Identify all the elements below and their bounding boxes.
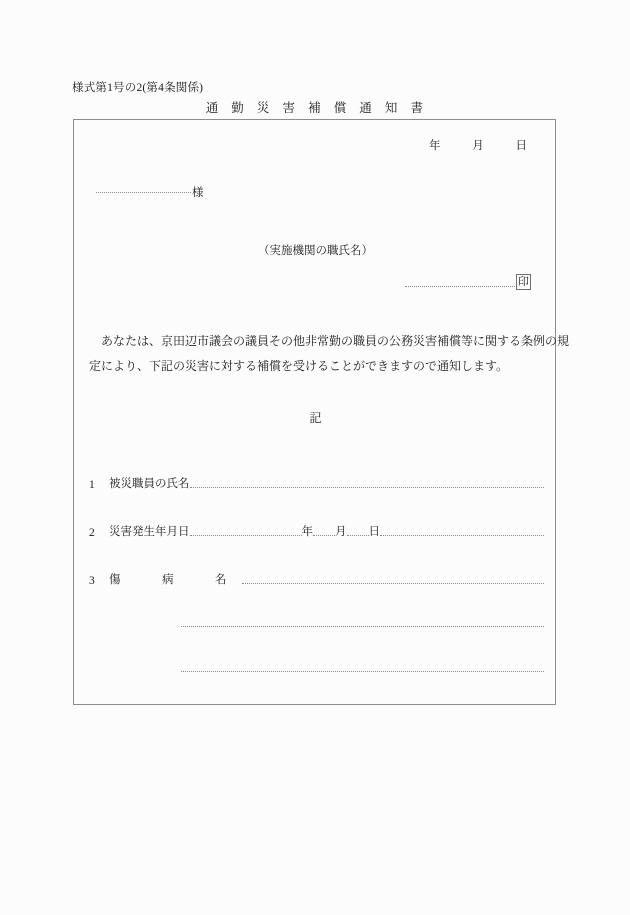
date-day-label: 日 bbox=[515, 140, 527, 152]
entry-1-number: 1 bbox=[89, 479, 95, 491]
date-month-label: 月 bbox=[472, 140, 484, 152]
seal-stamp-box[interactable]: 印 bbox=[518, 276, 529, 288]
continuation-fill-rule-2[interactable] bbox=[181, 671, 544, 672]
body-line-1: あなたは、京田辺市議会の議員その他非常勤の職員の公務災害補償等に関する条例の規 bbox=[101, 334, 570, 348]
form-number: 様式第1号の2(第4条関係) bbox=[72, 82, 204, 94]
date-year-label: 年 bbox=[429, 140, 441, 152]
entry-2-label: 災害発生年月日 bbox=[109, 526, 190, 538]
ki-marker: 記 bbox=[309, 411, 322, 425]
issue-date-line bbox=[429, 137, 527, 153]
entry-2-day-label: 日 bbox=[368, 526, 380, 538]
entry-2-year-fill-rule[interactable] bbox=[190, 535, 302, 536]
addressee-fill-rule[interactable] bbox=[96, 192, 191, 193]
entry-row-3 bbox=[89, 571, 544, 587]
entry-2-year-label: 年 bbox=[301, 526, 313, 538]
issuer-name-fill-rule[interactable] bbox=[405, 286, 515, 287]
entry-2-month-fill-rule[interactable] bbox=[313, 535, 335, 536]
entry-3-number: 3 bbox=[89, 575, 95, 587]
addressee-line bbox=[96, 184, 204, 200]
entry-3-fill-rule[interactable] bbox=[242, 583, 545, 584]
addressee-honorific: 様 bbox=[192, 187, 204, 199]
entry-2-day-fill-rule[interactable] bbox=[347, 535, 369, 536]
issuer-title: （実施機関の職氏名） bbox=[258, 245, 373, 257]
body-line-2: 定により、下記の災害に対する補償を受けることができますので通知します。 bbox=[89, 359, 509, 373]
form-frame bbox=[73, 119, 570, 705]
entry-row-1 bbox=[89, 475, 544, 491]
entry-3-label: 傷 病 名 bbox=[109, 574, 242, 586]
entry-2-month-label: 月 bbox=[335, 526, 347, 538]
entry-1-fill-rule[interactable] bbox=[190, 487, 545, 488]
body-paragraph bbox=[89, 329, 570, 379]
entry-1-label: 被災職員の氏名 bbox=[109, 478, 190, 490]
document-title: 通 勤 災 害 補 償 通 知 書 bbox=[205, 101, 424, 115]
entry-row-2 bbox=[89, 523, 544, 539]
entry-2-number: 2 bbox=[89, 527, 95, 539]
entry-2-trailing-fill-rule[interactable] bbox=[380, 535, 544, 536]
issuer-name-seal-line bbox=[405, 274, 531, 290]
continuation-fill-rule-1[interactable] bbox=[181, 626, 544, 627]
